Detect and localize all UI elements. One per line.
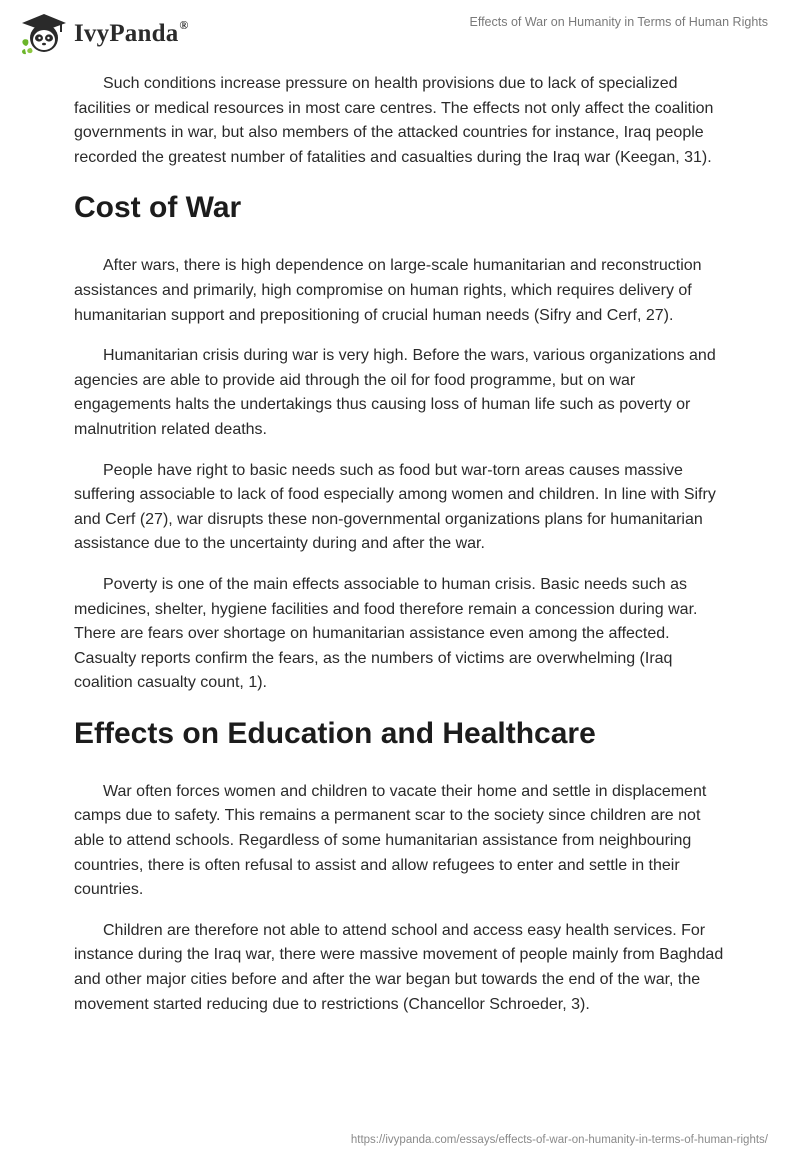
panda-graduate-icon bbox=[14, 10, 70, 56]
document-title: Effects of War on Humanity in Terms of Human Rights bbox=[469, 15, 768, 29]
paragraph: Such conditions increase pressure on health provisions due to lack of specialized facilities or medical resources in most care centres. The effects not only affect the coalition governments in war, but also members of the attacked countries for instance, Iraq people recorded the greatest number of fatalities and casualties during the Iraq war (Keegan, 31). bbox=[74, 75, 714, 166]
paragraph: People have right to basic needs such as food but war-torn areas causes massive suffering associable to lack of food especially among women and children. In line with Sifry and Cerf (27), war disrupts these non-governmental organizations plans for humanitarian assistance due to the uncertainty during and after the war. bbox=[74, 461, 716, 553]
paragraph: War often forces women and children to vacate their home and settle in displacement camps due to safety. This remains a permanent scar to the society since children are not able to attend schools. Regardless of some humanitarian assistance from neighbouring countries, there is often refusal to assist and allow refugees to enter and settle in their countries. bbox=[74, 782, 707, 899]
source-url[interactable]: https://ivypanda.com/essays/effects-of-war-on-humanity-in-terms-of-human-rights/ bbox=[350, 1134, 768, 1146]
section-heading-education-healthcare: Effects on Education and Healthcare bbox=[74, 716, 596, 750]
brand-name: IvyPanda® bbox=[74, 18, 189, 47]
paragraph: After wars, there is high dependence on large-scale humanitarian and reconstruction assistances and primarily, high compromise on human rights, which requires delivery of humanitarian support and prepositioning of crucial human needs (Sifry and Cerf, 27). bbox=[74, 257, 702, 324]
essay-content bbox=[74, 72, 729, 1033]
ivypanda-logo[interactable] bbox=[14, 10, 189, 56]
page-header bbox=[0, 0, 800, 70]
section-heading-cost-of-war: Cost of War bbox=[74, 191, 242, 225]
registered-mark: ® bbox=[179, 18, 189, 32]
paragraph: Children are therefore not able to attend school and access easy health services. For instance during the Iraq war, there were massive movement of people mainly from Baghdad and other major cities before and after the war began but towards the end of the war, the movement started reducing due to restrictions (Chancellor Schroeder, 3). bbox=[74, 921, 724, 1013]
paragraph: Poverty is one of the main effects associable to human crisis. Basic needs such as medicines, shelter, hygiene facilities and food therefore remain a concession during war. There are fears over shortage on humanitarian assistance even among the affected. Casualty reports confirm the fears, as the numbers of victims are overwhelming (Iraq coalition casualty count, 1). bbox=[74, 575, 698, 692]
paragraph: Humanitarian crisis during war is very high. Before the wars, various organizations and agencies are able to provide aid through the oil for food programme, but on war engagements halts the undertakings thus causing loss of human life such as poverty or malnutrition related deaths. bbox=[74, 347, 716, 438]
